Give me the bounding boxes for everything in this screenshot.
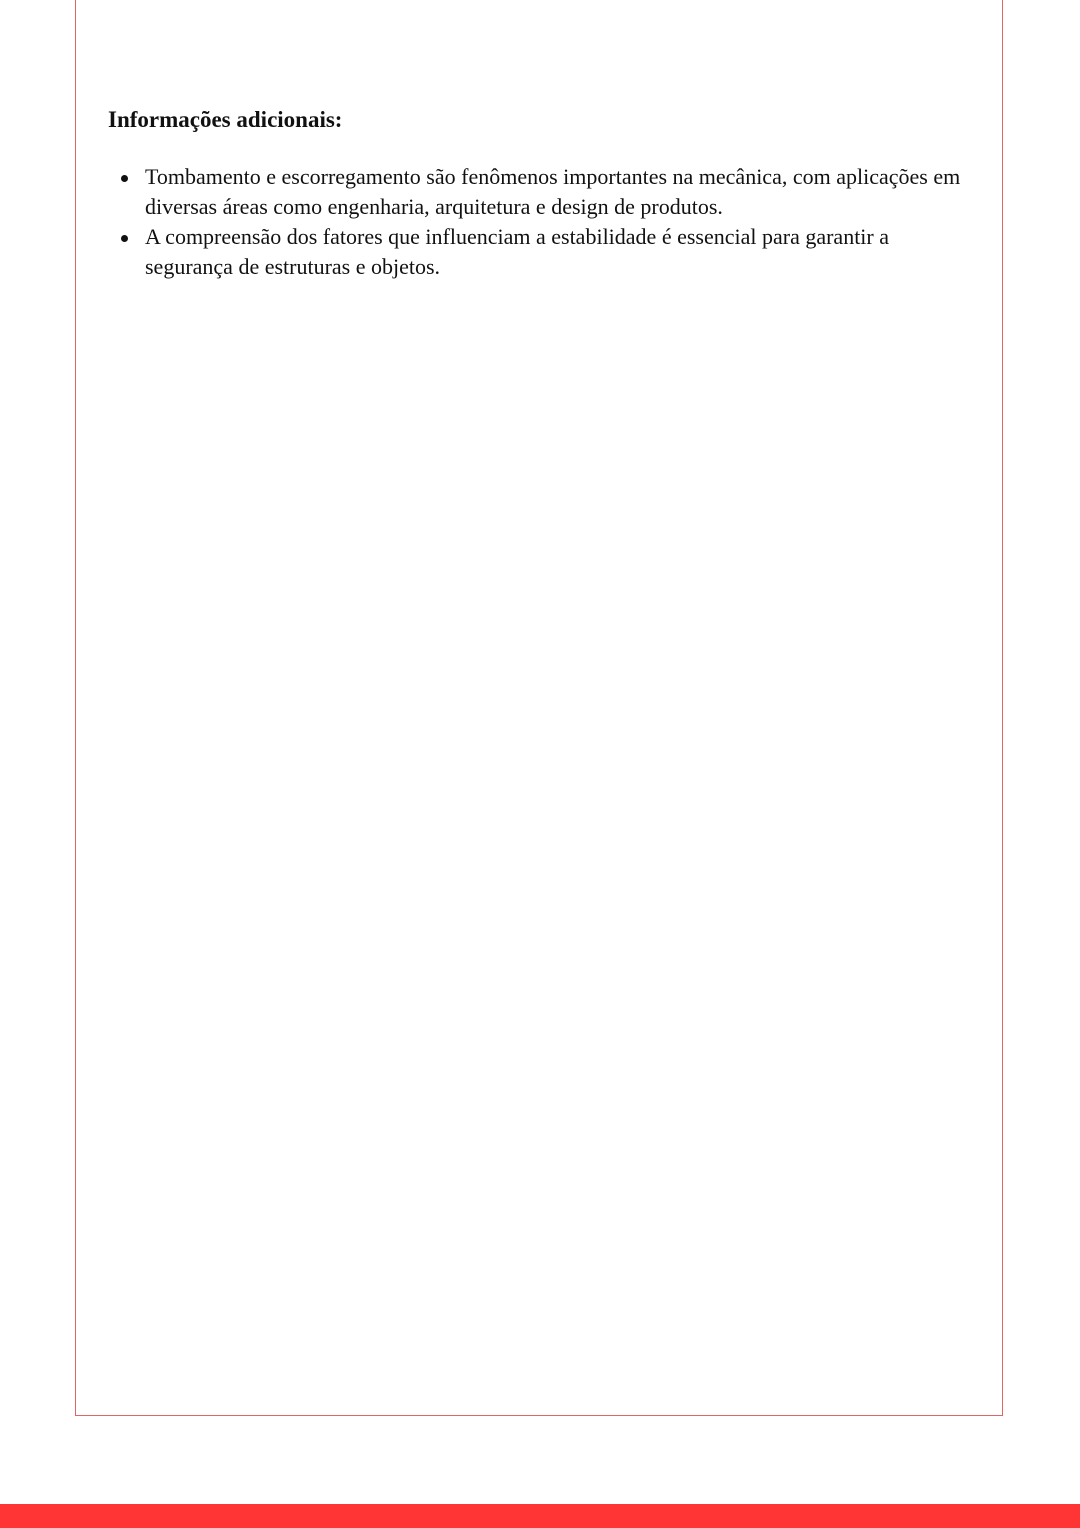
list-item bbox=[108, 222, 978, 282]
list-item-text: A compreensão dos fatores que influenciam a estabilidade é essencial para garantir a segurança de estruturas e objetos. bbox=[145, 224, 890, 279]
list-item bbox=[108, 162, 978, 222]
footer-bar bbox=[0, 1504, 1080, 1528]
bullet-icon bbox=[121, 175, 128, 182]
bullet-icon bbox=[121, 235, 128, 242]
bullet-list bbox=[108, 162, 978, 282]
list-item-text: Tombamento e escorregamento são fenômenos importantes na mecânica, com aplicações em diversas áreas como engenharia, arquitetura e design de produtos. bbox=[145, 164, 961, 219]
section-heading: Informações adicionais: bbox=[108, 107, 343, 132]
page-content bbox=[108, 104, 978, 282]
